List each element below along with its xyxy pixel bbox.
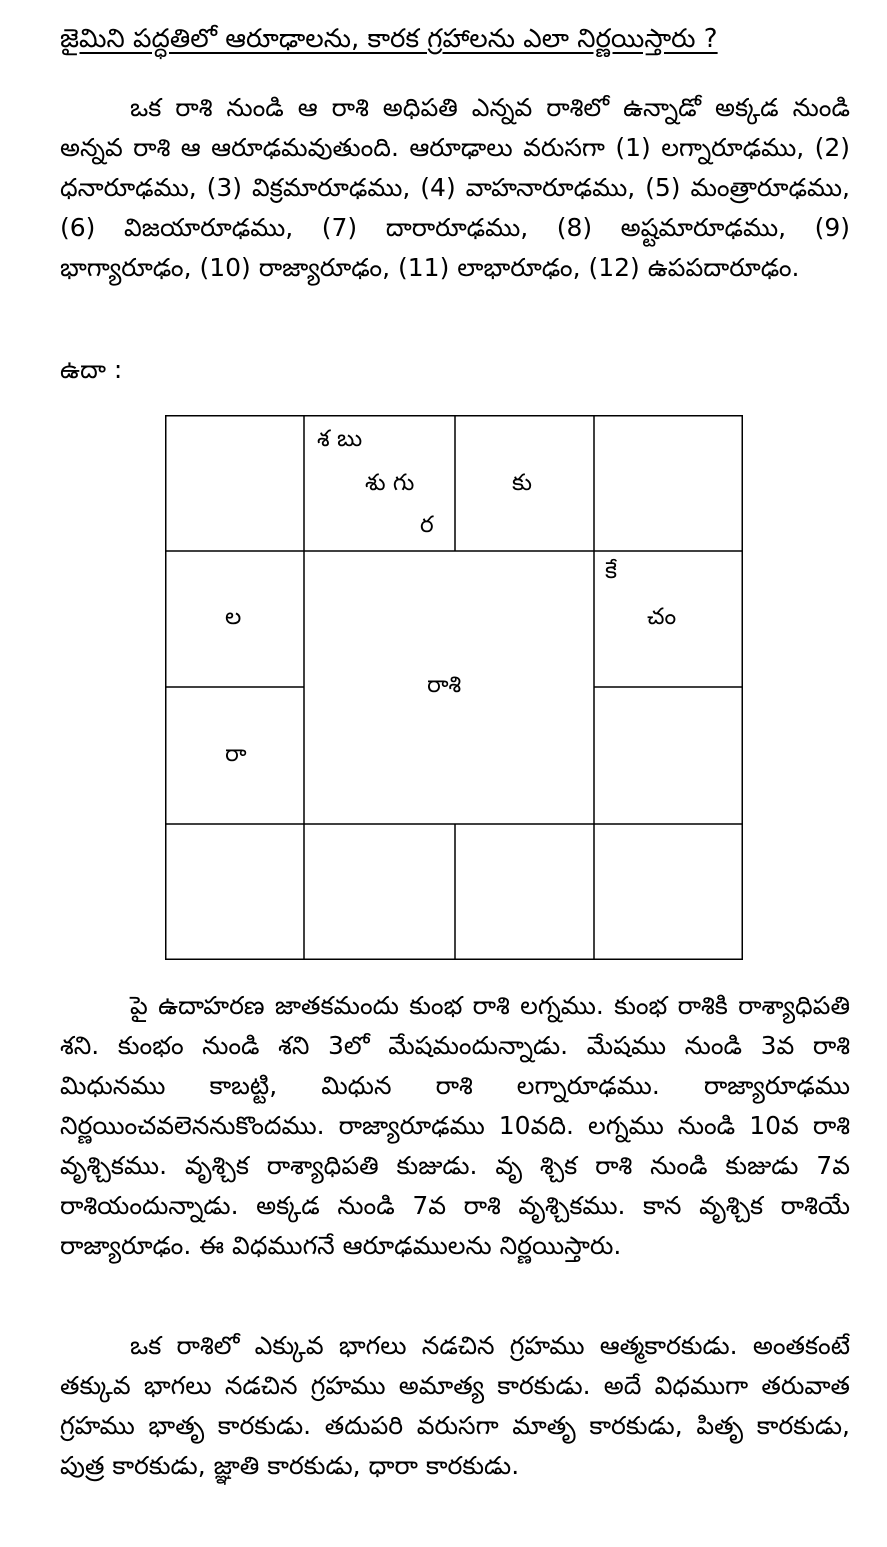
cell-ke: కే	[605, 558, 618, 584]
paragraph-example-text: పై ఉదాహరణ జాతకమందు కుంభ రాశి లగ్నము. కుంభ రాశికి రాశ్యాధిపతి శని. కుంభం నుండి శని 3లో మేషమందున్నాడు. మేషము నుండి 3వ రాశి మిధునము కాబట్టి, మిధున రాశి లగ్నారూఢము. రాజ్యారూఢము నిర్ణయించవలెననుకొందము. రాజ్యారూఢము 10వది. లగ్నము నుండి 10వ రాశి వృశ్చికము. వృశ్చిక రాశ్యాధిపతి కుజుడు. వృ శ్చిక రాశి నుండి కుజుడు 7వ రాశియందున్నాడు. అక్కడ నుండి 7వ రాశి వృశ్చికము. కాన వృశ్చిక రాశియే రాజ్యారూఢం. ఈ విధముగనే ఆరూఢములను నిర్ణయిస్తారు.	[60, 991, 850, 1260]
cell-sa-bu: శ బు	[317, 426, 363, 452]
cell-raa: రా	[225, 741, 247, 767]
cell-su-gu: శు గు	[365, 470, 415, 496]
cell-la: ల	[225, 604, 242, 630]
paragraph-arudhas-text: ఒక రాశి నుండి ఆ రాశి అధిపతి ఎన్నవ రాశిలో ఉన్నాడో అక్కడ నుండి అన్నవ రాశి ఆ ఆరూఢమవుతుంది. ఆరూఢాలు వరుసగా (1) లగ్నారూఢము, (2) ధనారూఢము, (3) విక్రమారూఢము, (4) వాహనారూఢము, (5) మంత్రారూఢము, (6) విజయారూఢము, (7) దారారూఢము, (8) అష్టమారూఢము, (9) భాగ్యారూఢం, (10) రాజ్యారూఢం, (11) లాభారూఢం, (12) ఉపపదారూఢం.	[60, 93, 850, 282]
paragraph-karakas-text: ఒక రాశిలో ఎక్కువ భాగలు నడచిన గ్రహము ఆత్మకారకుడు. అంతకంటే తక్కువ భాగలు నడచిన గ్రహము అమాత్య కారకుడు. అదే విధముగా తరువాత గ్రహము భాతృ కారకుడు. తదుపరి వరుసగా మాతృ కారకుడు, పితృ కారకుడు, పుత్ర కారకుడు, జ్ఞాతి కారకుడు, ధారా కారకుడు.	[60, 1331, 850, 1480]
cell-ra-top: ర	[420, 512, 434, 538]
example-label: ఉదా :	[60, 355, 123, 384]
cell-cham: చం	[647, 604, 677, 630]
rasi-chart	[165, 415, 743, 960]
paragraph-karakas	[60, 1326, 850, 1486]
page-title: జైమిని పద్ధతిలో ఆరూఢాలను, కారక గ్రహాలను ఎలా నిర్ణయిస్తారు ?	[60, 24, 718, 54]
paragraph-arudhas	[60, 88, 850, 288]
paragraph-example	[60, 986, 850, 1266]
chart-center-label: రాశి	[427, 672, 462, 698]
cell-ku: కు	[512, 470, 532, 496]
